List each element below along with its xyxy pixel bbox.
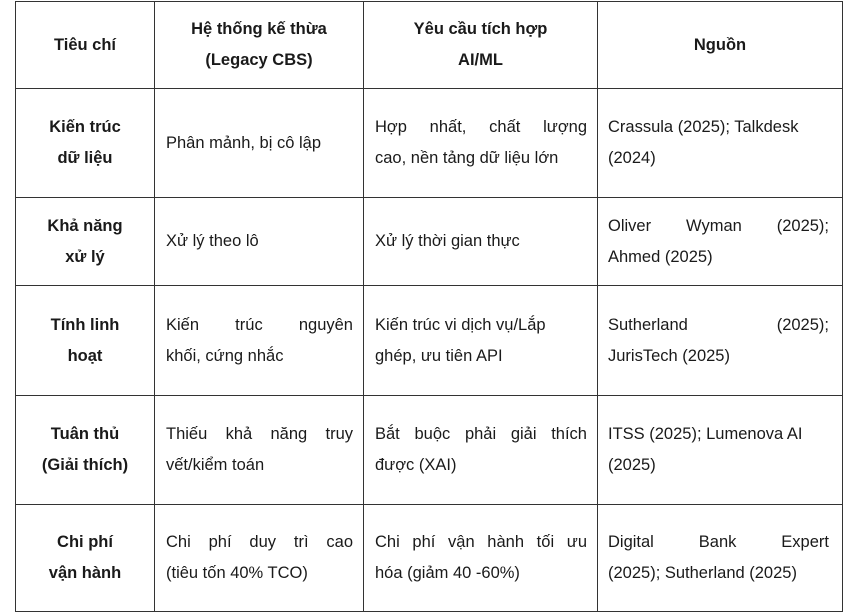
legacy-line: Chi phí duy trì cao: [166, 533, 353, 551]
table-row: [16, 396, 843, 505]
source-line: (2025): [608, 456, 656, 474]
ai-requirement-cell: [364, 286, 598, 396]
source-cell: [598, 505, 843, 612]
ai-requirement-line: Kiến trúc vi dịch vụ/Lắp: [375, 315, 546, 334]
legacy-line: khối, cứng nhắc: [166, 346, 284, 365]
comparison-table: [15, 1, 843, 612]
source-cell: [598, 198, 843, 286]
source-line: (2025); Sutherland (2025): [608, 564, 797, 582]
source-line: (2024): [608, 149, 656, 167]
ai-requirement-line: hóa (giảm 40 -60%): [375, 564, 520, 582]
criterion-line: vận hành: [48, 564, 122, 582]
legacy-line: Thiếu khả năng truy: [166, 425, 353, 443]
criterion-cell: [16, 396, 155, 505]
source-line: Sutherland (2025);: [608, 315, 829, 334]
legacy-cell: [155, 89, 364, 198]
header-legacy-system: [155, 2, 364, 89]
legacy-cell: [155, 396, 364, 505]
criterion-cell: [16, 505, 155, 612]
legacy-cell: [155, 505, 364, 612]
criterion-line: Tính linh: [50, 315, 120, 334]
ai-requirement-line: Chi phí vận hành tối ưu: [375, 533, 587, 551]
criterion-line: xử lý: [65, 247, 105, 266]
criterion-cell: [16, 198, 155, 286]
ai-requirement-cell: [364, 396, 598, 505]
header-criterion: [16, 2, 155, 89]
criterion-line: hoạt: [67, 346, 103, 365]
table-row: [16, 505, 843, 612]
ai-requirement-line: được (XAI): [375, 456, 457, 474]
criterion-line: (Giải thích): [41, 456, 129, 474]
header-ai-line-1: Yêu cầu tích hợp: [413, 20, 548, 38]
criterion-cell: [16, 89, 155, 198]
header-ai-line-2: AI/ML: [458, 51, 503, 69]
ai-requirement-line: Xử lý thời gian thực: [375, 232, 520, 250]
source-line: ITSS (2025); Lumenova AI: [608, 425, 803, 443]
legacy-cell: [155, 198, 364, 286]
header-legacy-line-2: (Legacy CBS): [205, 51, 313, 69]
header-legacy-line-1: Hệ thống kế thừa: [191, 20, 327, 38]
ai-requirement-line: Bắt buộc phải giải thích: [375, 425, 587, 443]
criterion-line: Kiến trúc: [49, 118, 121, 136]
criterion-line: Khả năng: [47, 216, 123, 235]
legacy-text: Xử lý theo lô: [166, 232, 259, 250]
criterion-line: dữ liệu: [57, 149, 113, 167]
legacy-line: Kiến trúc nguyên: [166, 315, 353, 334]
ai-requirement-line: Hợp nhất, chất lượng: [375, 118, 587, 136]
criterion-line: Chi phí: [57, 533, 113, 551]
table-header-row: [16, 2, 843, 89]
source-line: Ahmed (2025): [608, 247, 713, 266]
table-row: [16, 198, 843, 286]
header-criterion-line: Tiêu chí: [53, 35, 117, 54]
table-row: [16, 89, 843, 198]
legacy-text: Phân mảnh, bị cô lập: [166, 133, 322, 152]
header-source-line: Nguồn: [693, 35, 747, 54]
legacy-line: vết/kiểm toán: [166, 456, 265, 474]
source-cell: [598, 396, 843, 505]
header-ai-requirement: [364, 2, 598, 89]
criterion-line: Tuân thủ: [50, 425, 120, 443]
source-line: Crassula (2025); Talkdesk: [608, 118, 799, 136]
criterion-cell: [16, 286, 155, 396]
source-cell: [598, 286, 843, 396]
ai-requirement-cell: [364, 89, 598, 198]
ai-requirement-line: ghép, ưu tiên API: [375, 346, 503, 365]
legacy-line: (tiêu tốn 40% TCO): [166, 564, 308, 582]
source-cell: [598, 89, 843, 198]
source-line: Digital Bank Expert: [608, 533, 829, 551]
ai-requirement-line: cao, nền tảng dữ liệu lớn: [375, 149, 559, 167]
legacy-cell: [155, 286, 364, 396]
ai-requirement-cell: [364, 198, 598, 286]
table-row: [16, 286, 843, 396]
ai-requirement-cell: [364, 505, 598, 612]
header-source: [598, 2, 843, 89]
source-line: JurisTech (2025): [608, 346, 730, 365]
source-line: Oliver Wyman (2025);: [608, 216, 829, 235]
